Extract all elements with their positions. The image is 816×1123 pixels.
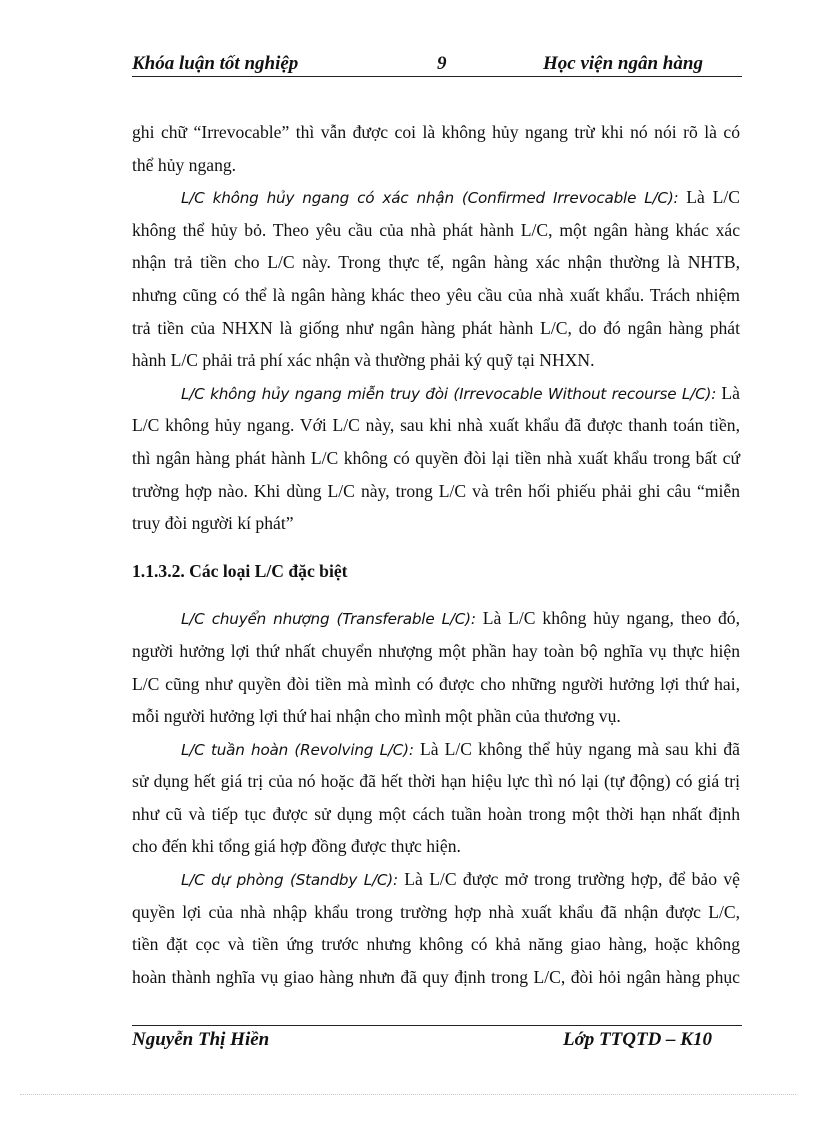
text-line: ghi chữ “Irrevocable” thì vẫn được coi là không hủy ngang trừ khi nó nói rõ là có [132, 122, 740, 142]
text-line [132, 602, 740, 635]
text-line: quyền lợi của nhà nhập khẩu trong trường hợp nhà xuất khẩu đã nhận được L/C, [132, 901, 740, 922]
document-body [132, 116, 740, 993]
paragraph-standby [132, 863, 740, 993]
text-line [132, 181, 740, 214]
text-line: người hưởng lợi thứ nhất chuyển nhượng một phần hay toàn bộ nghĩa vụ thực hiện [132, 640, 740, 661]
text-line: như cũ và tiếp tục được sử dụng một cách tuần hoàn trong một thời hạn nhất định [132, 803, 740, 824]
text-run: Là L/C [678, 187, 740, 208]
text-line: tiền đặt cọc và tiền ứng trước nhưng không có khả năng giao hàng, hoặc không [132, 934, 740, 955]
footer-class: Lớp TTQTD – K10 [563, 1029, 712, 1050]
text-line: nhận trả tiền cho L/C này. Trong thực tế, ngân hàng xác nhận thường là NHTB, [132, 252, 740, 273]
paragraph-transferable [132, 602, 740, 732]
page-footer [132, 1025, 742, 1054]
text-line: nhưng cũng có thể là ngân hàng khác theo yêu cầu của nhà xuất khẩu. Trách nhiệm [132, 284, 740, 305]
page-boundary-divider [20, 1094, 796, 1095]
text-line: cho đến khi tổng giá hợp đồng được thực hiện. [132, 836, 461, 857]
header-institution: Học viện ngân hàng [543, 53, 703, 74]
text-run: Là [716, 382, 740, 403]
text-line: thì ngân hàng phát hành L/C không có quyền đòi lại tiền nhà xuất khẩu trong bất cứ [132, 447, 740, 468]
paragraph-confirmed-irrevocable [132, 181, 740, 377]
text-line: L/C cũng như quyền đòi tiền mà mình có được cho những người hưởng lợi thứ hai, [132, 673, 740, 694]
text-line: L/C không hủy ngang. Với L/C này, sau khi nhà xuất khẩu đã được thanh toán tiền, [132, 415, 740, 436]
text-line: mỗi người hưởng lợi thứ hai nhận cho mình một phần của thương vụ. [132, 706, 621, 727]
text-line: không thể hủy bỏ. Theo yêu cầu của nhà phát hành L/C, một ngân hàng khác xác [132, 219, 740, 240]
paragraph-without-recourse [132, 377, 740, 540]
text-line: hoàn thành nghĩa vụ giao hàng nhưn đã quy định trong L/C, đòi hỏi ngân hàng phục [132, 966, 740, 987]
text-line [132, 733, 740, 766]
text-line: thể hủy ngang. [132, 154, 237, 175]
term-label: L/C chuyển nhượng (Transferable L/C): [181, 610, 476, 629]
page-header [132, 52, 742, 77]
text-line [132, 377, 740, 410]
section-heading: 1.1.3.2. Các loại L/C đặc biệt [132, 560, 348, 581]
text-line [132, 863, 740, 896]
text-run: Là L/C không hủy ngang, theo đó, [475, 608, 740, 629]
header-thesis-label: Khóa luận tốt nghiệp [132, 53, 299, 74]
paragraph-irrevocable-note [132, 116, 740, 181]
text-run: Là L/C không thể hủy ngang mà sau khi đã [413, 738, 740, 759]
text-line: trả tiền của NHXN là giống như ngân hàng phát hành L/C, do đó ngân hàng phát [132, 317, 740, 338]
term-label: L/C không hủy ngang có xác nhận (Confirmed Irrevocable L/C): [181, 189, 679, 208]
term-label: L/C tuần hoàn (Revolving L/C): [181, 740, 414, 759]
text-line: hành L/C phải trả phí xác nhận và thường phải ký quỹ tại NHXN. [132, 350, 595, 371]
text-line: trường hợp nào. Khi dùng L/C này, trong L/C và trên hối phiếu phải ghi câu “miễn [132, 480, 740, 501]
text-line: truy đòi người kí phát” [132, 513, 294, 534]
text-run: Là L/C được mở trong trường hợp, để bảo vệ [397, 869, 740, 890]
term-label: L/C không hủy ngang miễn truy đòi (Irrevocable Without recourse L/C): [181, 384, 717, 403]
paragraph-revolving [132, 733, 740, 863]
term-label: L/C dự phòng (Standby L/C): [181, 871, 398, 890]
text-line: sử dụng hết giá trị của nó hoặc đã hết thời hạn hiệu lực thì nó lại (tự động) có giá trị [132, 771, 740, 792]
footer-author: Nguyễn Thị Hiền [132, 1029, 270, 1050]
page-number: 9 [437, 53, 447, 74]
